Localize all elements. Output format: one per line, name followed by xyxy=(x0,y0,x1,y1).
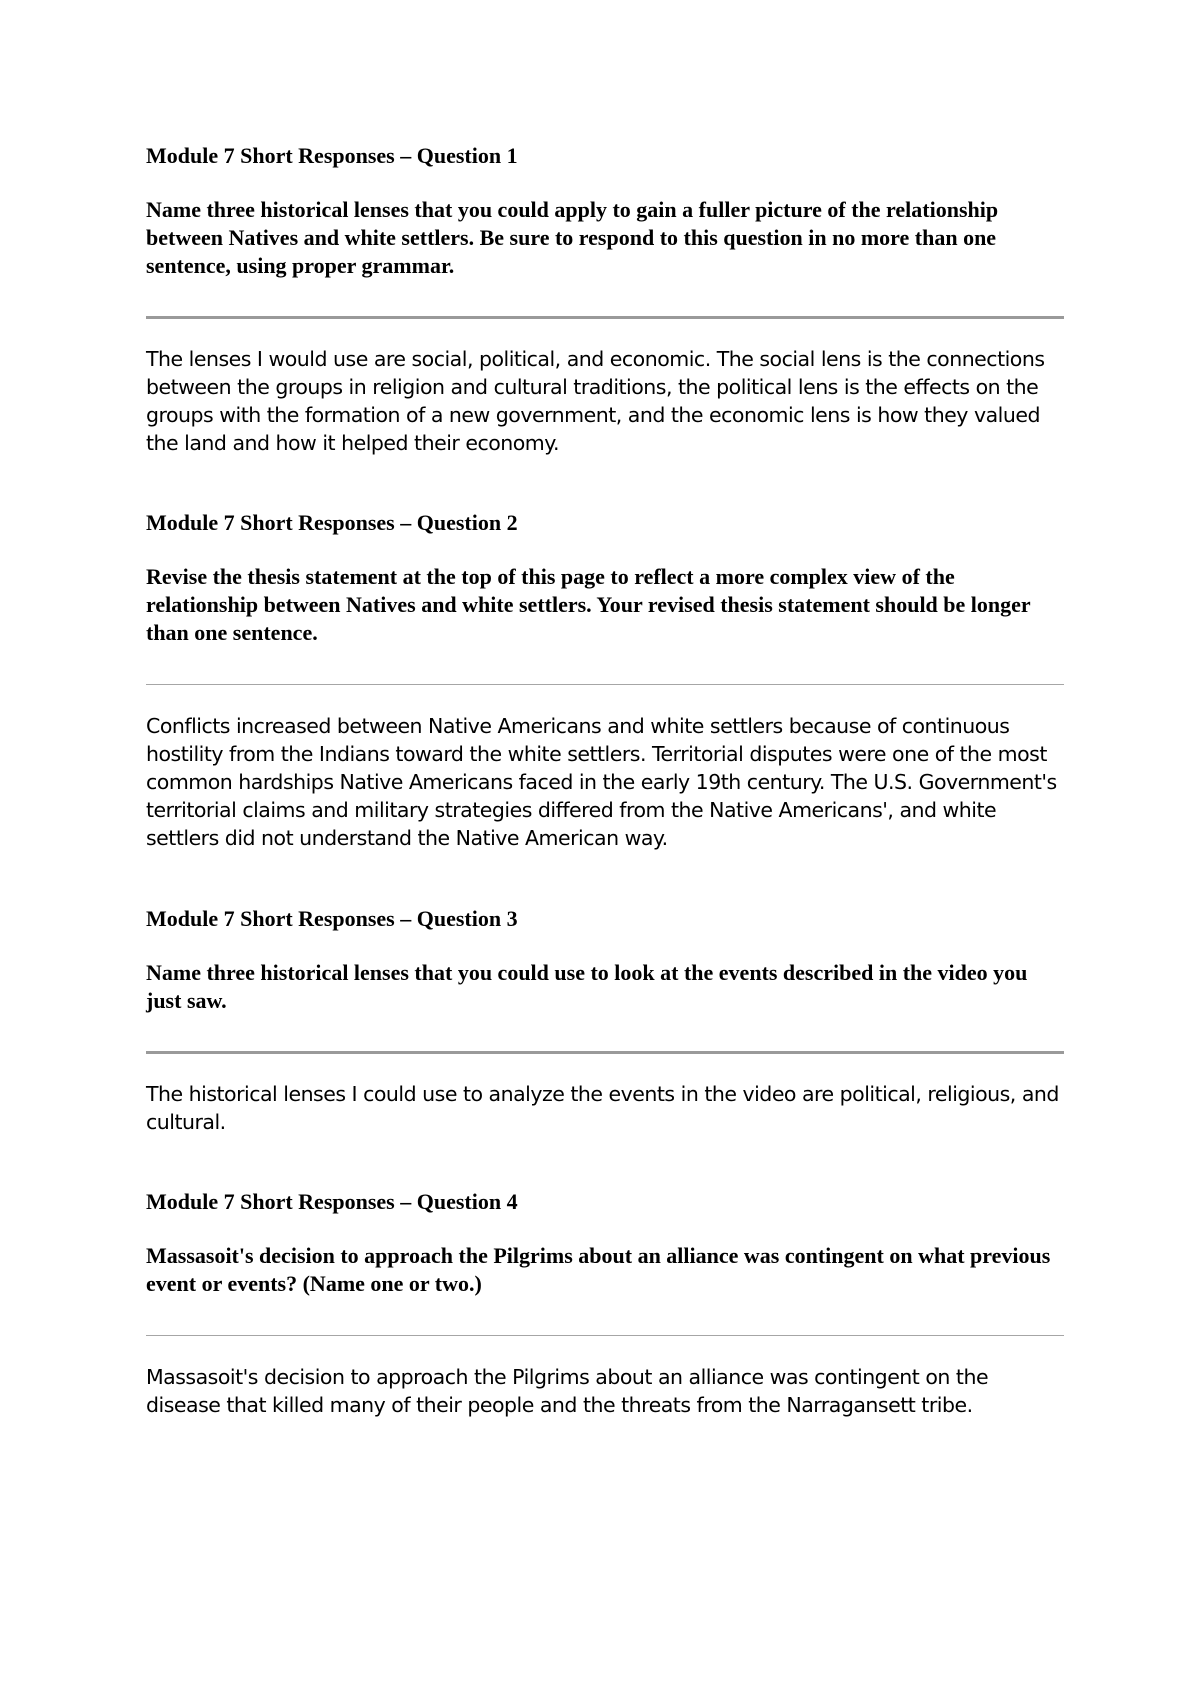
question-2-heading: Module 7 Short Responses – Question 2 xyxy=(146,510,518,535)
question-2-divider xyxy=(146,684,1064,685)
question-3-divider xyxy=(146,1051,1064,1054)
question-1-heading: Module 7 Short Responses – Question 1 xyxy=(146,143,518,168)
document-page xyxy=(146,142,1066,1419)
question-2-prompt: Revise the thesis statement at the top of this page to reflect a more complex view of the relationship between Natives and white settlers. Your revised thesis statement should be longer than one sentence. xyxy=(146,564,1031,645)
question-3-section xyxy=(146,905,1066,1136)
question-4-divider xyxy=(146,1335,1064,1336)
question-4-answer: Massasoit's decision to approach the Pilgrims about an alliance was contingent on the disease that killed many of their people and the threats from the Narragansett tribe. xyxy=(146,1365,989,1417)
question-1-divider xyxy=(146,316,1064,319)
question-4-prompt: Massasoit's decision to approach the Pilgrims about an alliance was contingent on what previous event or events? (Name one or two.) xyxy=(146,1243,1051,1296)
question-2-section xyxy=(146,509,1066,852)
question-3-answer: The historical lenses I could use to analyze the events in the video are political, religious, and cultural. xyxy=(146,1082,1059,1134)
question-2-answer: Conflicts increased between Native Americans and white settlers because of continuous hostility from the Indians toward the white settlers. Territorial disputes were one of the most common hardships Native Americans faced in the early 19th century. The U.S. Government's territorial claims and military strategies differed from the Native Americans', and white settlers did not understand the Native American way. xyxy=(146,714,1057,850)
question-1-section xyxy=(146,142,1066,457)
question-4-heading: Module 7 Short Responses – Question 4 xyxy=(146,1189,518,1214)
question-3-prompt: Name three historical lenses that you could use to look at the events described in the video you just saw. xyxy=(146,960,1028,1013)
question-4-section xyxy=(146,1188,1066,1419)
question-1-answer: The lenses I would use are social, political, and economic. The social lens is the connections between the groups in religion and cultural traditions, the political lens is the effects on the groups with the formation of a new government, and the economic lens is how they valued the land and how it helped their economy. xyxy=(146,347,1045,455)
question-3-heading: Module 7 Short Responses – Question 3 xyxy=(146,906,518,931)
question-1-prompt: Name three historical lenses that you could apply to gain a fuller picture of the relationship between Natives and white settlers. Be sure to respond to this question in no more than one sentence, using proper grammar. xyxy=(146,197,999,278)
